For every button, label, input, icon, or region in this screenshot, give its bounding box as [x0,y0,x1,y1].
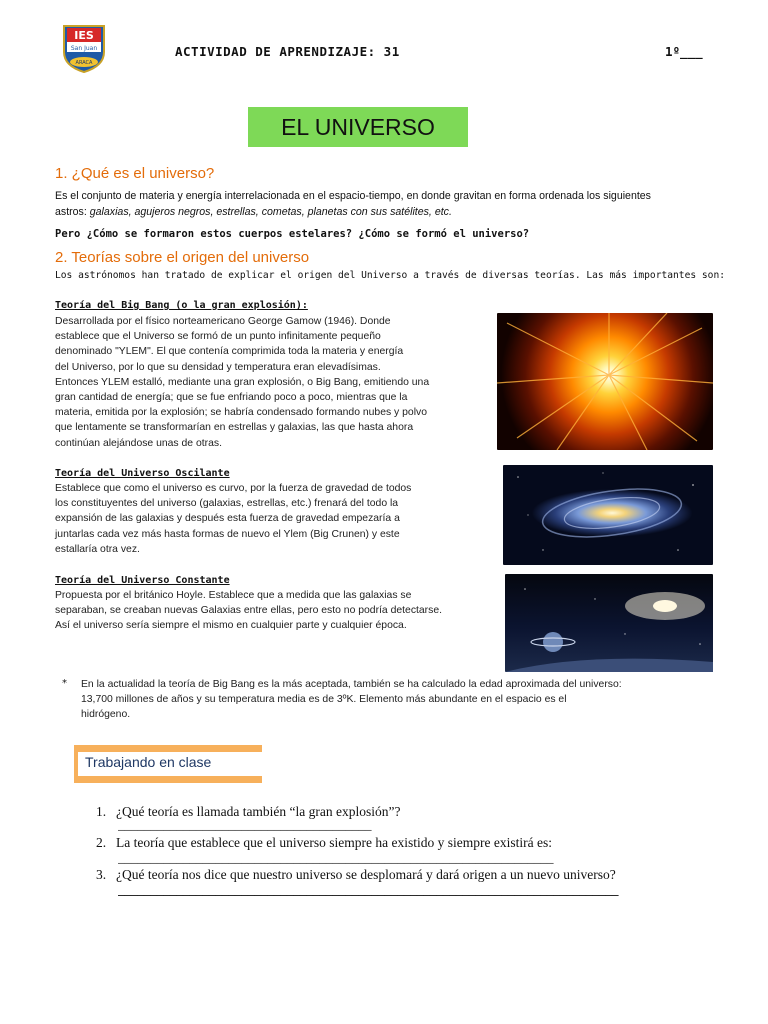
text-line: estallaría otra vez. [55,543,140,555]
question-text: La teoría que establece que el universo siempre ha existido y siempre existirá es: [116,835,552,850]
school-logo [58,22,110,74]
spiral-galaxy-image [503,465,713,565]
theory-oscillating-title: Teoría del Universo Oscilante [55,468,230,479]
text-line: hidrógeno. [81,709,131,721]
theory-bigbang-title: Teoría del Big Bang (o la gran explosión): [55,300,308,311]
question-text: ¿Qué teoría es llamada también “la gran explosión”? [116,804,401,819]
logo-text-mid: San Juan [70,45,98,52]
explosion-image [497,313,713,450]
text-line: establece que el Universo se formó de un punto infinitamente pequeño [55,331,381,343]
note-text [81,677,696,723]
text-line: Establece que como el universo es curvo, por la fuerza de gravedad de todos [55,483,412,494]
text-line: Desarrollada por el físico norteamericano George Gamow (1946). Donde [55,316,391,327]
text-line: Entonces YLEM estalló, mediante una gran explosión, o Big Bang, emitiendo una [55,376,430,388]
main-title: EL UNIVERSO [248,107,468,147]
text-line: que lentamente se transformarían en estrellas y galaxias, las que hasta ahora [55,422,414,434]
text-line: 13,700 millones de años y su temperatura media es de 3ºK. Elemento más abundante en el espacio es el [81,694,567,706]
answer-line-3[interactable]: _____________________________________________________________________________ [118,882,619,897]
section1-text-line2 [55,205,715,220]
logo-text-bottom: ARACA [75,60,93,66]
work-section-label: Trabajando en clase [85,754,212,770]
text-line: Propuesta por el británico Hoyle. Establece que a medida que las galaxias se [55,590,412,601]
text-line: juntarlas cada vez más hasta formas de nuevo el Ylem (Big Crunen) y este [55,528,400,540]
text-line: expansión de las galaxias y después esta fuerza de gravedad empezaría a [55,513,400,525]
grade-field: 1º___ [665,44,703,59]
text-line: del Universo, por lo que su densidad y temperatura eran elevadísimas. [55,361,381,373]
question-2 [96,835,552,851]
question-number: 1. [96,804,107,819]
banner-marker-icon [74,752,82,776]
text-line: materia, emitida por la explosión; se habría condensado formando nubes y polvo [55,407,427,419]
logo-text-top: IES [74,29,94,42]
text-line: separaban, se creaban nuevas Galaxias entre ellas, pero esto no podría detectarse. [55,605,443,617]
text-line: continúan alejándose unas de otras. [55,437,222,449]
text-line: gran cantidad de energía; que se fue enfriando poco a poco, mientras que la [55,392,408,404]
section1-text-prefix: astros: [55,206,90,218]
text-line: Así el universo sería siempre el mismo en cualquier parte y cualquier época. [55,620,407,632]
text-line: los constituyentes del universo (galaxias, estrellas, etc.) frenará del todo la [55,498,399,510]
theory-constant-title: Teoría del Universo Constante [55,575,230,586]
section2-heading: 2. Teorías sobre el origen del universo [55,249,310,266]
section1-text-rest: galaxias, agujeros negros, estrellas, cometas, planetas con sus satélites, etc. [89,206,452,218]
question-text: ¿Qué teoría nos dice que nuestro universo se desplomará y dará origen a un nuevo universo? [116,867,616,882]
theory-bigbang-text [55,314,487,451]
section1-question: Pero ¿Cómo se formaron estos cuerpos estelares? ¿Cómo se formó el universo? [55,228,530,240]
answer-line-2[interactable]: ___________________________________________________________________ [118,850,554,865]
section1-text-line1: Es el conjunto de materia y energía interrelacionada en el espacio-tiempo, en donde gravitan en forma ordenada los siguientes [55,190,651,202]
note-bullet: * [62,678,67,689]
text-line: denominado "YLEM". El que contenía comprimida toda la materia y energía [55,346,404,358]
question-number: 3. [96,867,107,882]
theory-constant-text [55,588,495,634]
activity-title: ACTIVIDAD DE APRENDIZAJE: 31 [175,44,400,59]
theory-oscillating-text [55,481,492,557]
question-3 [96,867,616,883]
planet-galaxy-image [505,574,713,672]
question-number: 2. [96,835,107,850]
text-line: En la actualidad la teoría de Big Bang es la más aceptada, también se ha calculado la edad aproximada del universo: [81,679,622,690]
section1-heading: 1. ¿Qué es el universo? [55,165,215,182]
section2-intro: Los astrónomos han tratado de explicar el origen del Universo a través de diversas teorías. Las más importantes son: [55,270,726,281]
answer-line-1[interactable]: _______________________________________ [118,817,372,832]
